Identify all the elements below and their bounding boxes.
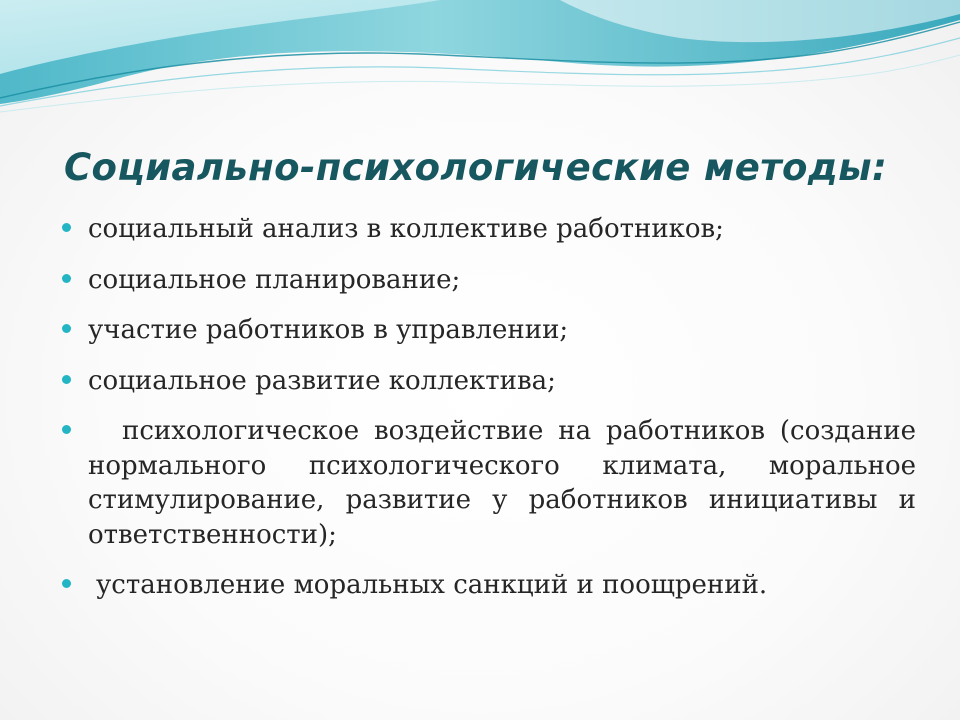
bullet-item-social-development [60,364,916,399]
bullet-dot-icon [62,274,71,283]
bullet-text: социальное развитие коллектива; [88,365,556,396]
bullet-item-social-analysis [60,212,916,247]
slide-title: Социально-психологические методы: [64,146,888,189]
bullet-item-moral-sanctions [60,568,916,603]
bullet-item-participation [60,313,916,348]
bullet-item-social-planning [60,263,916,298]
bullet-list [60,212,916,619]
bullet-text: психологическое воздействие на работников (создание нормального психологического климата, моральное стимулирование, развитие у работников инициативы и ответственности); [88,416,916,550]
bullet-text: социальный анализ в коллективе работников; [88,214,724,244]
bullet-dot-icon [62,324,71,333]
bullet-text: участие работников в управлении; [88,315,569,345]
header-wave-decoration [0,0,960,140]
bullet-text: установление моральных санкций и поощрений. [96,570,768,600]
bullet-dot-icon [62,425,71,434]
bullet-dot-icon [62,223,71,232]
bullet-dot-icon [62,375,71,384]
bullet-dot-icon [62,579,71,588]
bullet-text: социальное планирование; [88,264,461,295]
bullet-item-psychological-influence [60,414,916,552]
